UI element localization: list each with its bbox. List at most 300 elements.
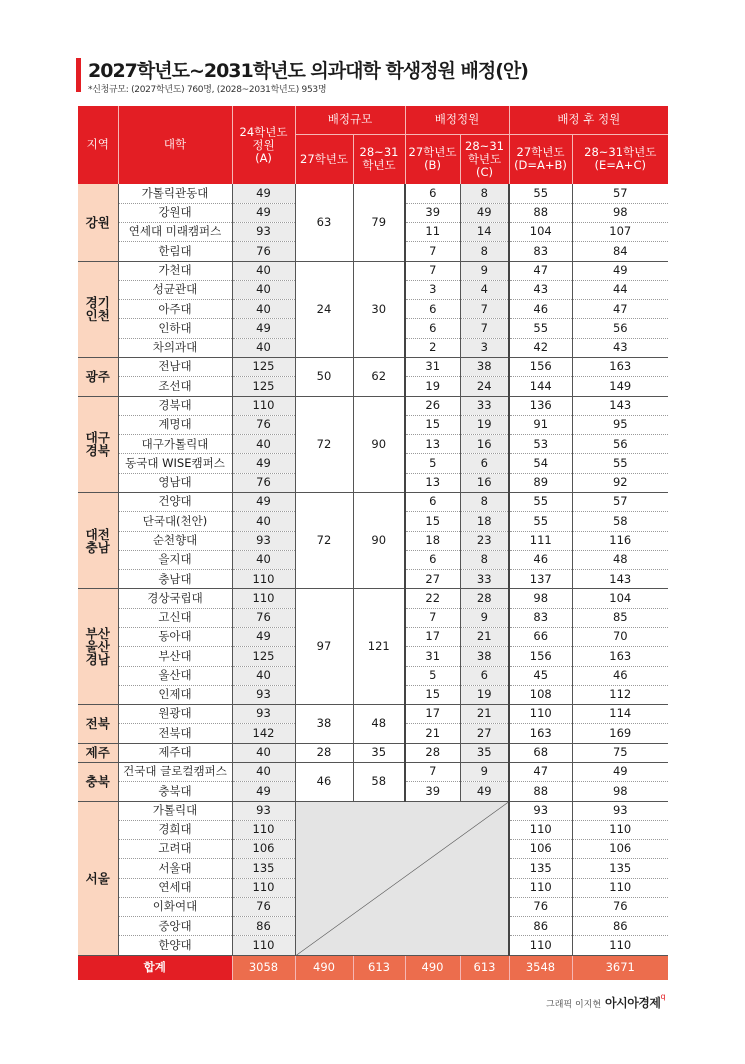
after-2831-cell: 92	[572, 473, 668, 492]
quota-2831-cell: 49	[460, 203, 509, 222]
header-quota-2831-line1: 28~31	[465, 138, 504, 153]
university-name: 동국대 WISE캠퍼스	[118, 454, 232, 473]
table-header	[78, 106, 668, 184]
university-name: 서울대	[118, 859, 232, 878]
university-name: 제주대	[118, 743, 232, 762]
quota-27-cell: 6	[405, 493, 460, 512]
header-quota-27	[405, 134, 460, 184]
quota-2831-cell: 33	[460, 570, 509, 589]
base-quota-cell: 40	[232, 435, 295, 454]
title-accent-bar	[76, 58, 81, 92]
region-name-line: 대전	[85, 526, 110, 542]
base-quota-cell: 110	[232, 396, 295, 415]
total-quota-27: 490	[405, 956, 460, 981]
region-name-line: 서울	[85, 870, 110, 886]
region-name-line: 경남	[85, 652, 110, 668]
quota-2831-cell: 21	[460, 627, 509, 646]
university-name: 동아대	[118, 627, 232, 646]
university-name: 원광대	[118, 705, 232, 724]
after-27-cell: 88	[509, 782, 572, 801]
after-2831-cell: 163	[572, 358, 668, 377]
after-27-cell: 108	[509, 685, 572, 704]
quota-2831-cell: 24	[460, 377, 509, 396]
after-2831-cell: 95	[572, 415, 668, 434]
quota-27-cell: 5	[405, 666, 460, 685]
region-name-line: 광주	[85, 369, 110, 385]
quota-27-cell: 22	[405, 589, 460, 608]
quota-2831-cell: 21	[460, 705, 509, 724]
after-27-cell: 86	[509, 917, 572, 936]
quota-27-cell: 7	[405, 608, 460, 627]
university-name: 이화여대	[118, 897, 232, 916]
university-name: 인제대	[118, 685, 232, 704]
header-alloc-group: 배정규모	[295, 106, 405, 134]
quota-2831-cell: 7	[460, 300, 509, 319]
after-27-cell: 54	[509, 454, 572, 473]
quota-27-cell: 3	[405, 280, 460, 299]
after-2831-cell: 75	[572, 743, 668, 762]
after-2831-cell: 86	[572, 917, 668, 936]
base-quota-cell: 93	[232, 801, 295, 820]
base-quota-cell: 40	[232, 666, 295, 685]
base-quota-cell: 125	[232, 647, 295, 666]
university-name: 건양대	[118, 493, 232, 512]
base-quota-cell: 125	[232, 377, 295, 396]
base-quota-cell: 125	[232, 358, 295, 377]
total-quota-2831: 613	[460, 956, 509, 981]
after-2831-cell: 114	[572, 705, 668, 724]
after-2831-cell: 163	[572, 647, 668, 666]
base-quota-cell: 49	[232, 319, 295, 338]
after-2831-cell: 57	[572, 493, 668, 512]
quota-2831-cell: 16	[460, 473, 509, 492]
after-2831-cell: 135	[572, 859, 668, 878]
quota-27-cell: 17	[405, 705, 460, 724]
university-name: 연세대 미래캠퍼스	[118, 223, 232, 242]
header-after-2831	[572, 134, 668, 184]
region-name-line: 울산	[85, 639, 110, 655]
alloc-27-cell: 72	[295, 493, 353, 589]
brand-mark: q	[660, 992, 666, 1001]
after-27-cell: 137	[509, 570, 572, 589]
base-quota-cell: 76	[232, 897, 295, 916]
region-name-line: 충남	[85, 539, 110, 555]
base-quota-cell: 40	[232, 300, 295, 319]
quota-2831-cell: 8	[460, 550, 509, 569]
base-quota-cell: 49	[232, 627, 295, 646]
header-region: 지역	[78, 106, 118, 184]
university-name: 고신대	[118, 608, 232, 627]
after-2831-cell: 106	[572, 840, 668, 859]
region-cell	[78, 261, 118, 357]
after-27-cell: 46	[509, 550, 572, 569]
after-27-cell: 93	[509, 801, 572, 820]
quota-27-cell: 31	[405, 647, 460, 666]
after-2831-cell: 58	[572, 512, 668, 531]
region-cell	[78, 493, 118, 589]
table-row	[78, 184, 668, 203]
quota-2831-cell: 33	[460, 396, 509, 415]
header-after-2831-line1: 28~31학년도	[584, 145, 657, 160]
university-name: 단국대(천안)	[118, 512, 232, 531]
base-quota-cell: 142	[232, 724, 295, 743]
alloc-27-cell: 46	[295, 762, 353, 801]
university-name: 가톨릭관동대	[118, 184, 232, 203]
university-name: 차의과대	[118, 338, 232, 357]
header-alloc-2831-line1: 28~31	[359, 145, 399, 160]
quota-2831-cell: 19	[460, 685, 509, 704]
after-2831-cell: 85	[572, 608, 668, 627]
university-name: 충남대	[118, 570, 232, 589]
after-2831-cell: 84	[572, 242, 668, 261]
quota-2831-cell: 9	[460, 762, 509, 781]
header-after-27-line1: 27학년도	[516, 145, 565, 160]
after-27-cell: 163	[509, 724, 572, 743]
alloc-27-cell: 38	[295, 705, 353, 744]
quota-27-cell: 26	[405, 396, 460, 415]
quota-27-cell: 15	[405, 415, 460, 434]
after-2831-cell: 70	[572, 627, 668, 646]
quota-27-cell: 2	[405, 338, 460, 357]
header-university: 대학	[118, 106, 232, 184]
quota-27-cell: 19	[405, 377, 460, 396]
total-after-2831: 3671	[572, 956, 668, 981]
quota-table	[78, 106, 668, 980]
after-2831-cell: 55	[572, 454, 668, 473]
region-cell	[78, 762, 118, 801]
base-quota-cell: 106	[232, 840, 295, 859]
after-2831-cell: 93	[572, 801, 668, 820]
after-2831-cell: 143	[572, 570, 668, 589]
quota-27-cell: 21	[405, 724, 460, 743]
after-2831-cell: 44	[572, 280, 668, 299]
university-name: 순천향대	[118, 531, 232, 550]
alloc-2831-cell: 121	[353, 589, 405, 705]
header-quota-27-line1: 27학년도	[408, 145, 457, 160]
university-name: 전남대	[118, 358, 232, 377]
after-2831-cell: 98	[572, 782, 668, 801]
after-27-cell: 46	[509, 300, 572, 319]
after-2831-cell: 110	[572, 936, 668, 956]
university-name: 건국대 글로컬캠퍼스	[118, 762, 232, 781]
base-quota-cell: 93	[232, 705, 295, 724]
after-27-cell: 43	[509, 280, 572, 299]
after-2831-cell: 104	[572, 589, 668, 608]
university-name: 조선대	[118, 377, 232, 396]
quota-27-cell: 7	[405, 762, 460, 781]
alloc-27-cell: 63	[295, 184, 353, 261]
table-footer	[78, 956, 668, 981]
region-name-line: 충북	[85, 774, 110, 790]
after-27-cell: 136	[509, 396, 572, 415]
alloc-2831-cell: 35	[353, 743, 405, 762]
base-quota-cell: 76	[232, 473, 295, 492]
region-cell	[78, 589, 118, 705]
credit-line	[546, 992, 666, 1011]
after-27-cell: 83	[509, 608, 572, 627]
after-27-cell: 156	[509, 358, 572, 377]
quota-27-cell: 28	[405, 743, 460, 762]
after-27-cell: 47	[509, 261, 572, 280]
alloc-2831-cell: 48	[353, 705, 405, 744]
after-2831-cell: 56	[572, 319, 668, 338]
base-quota-cell: 110	[232, 589, 295, 608]
table-row	[78, 493, 668, 512]
total-base: 3058	[232, 956, 295, 981]
university-name: 부산대	[118, 647, 232, 666]
header-alloc-2831-line2: 학년도	[362, 158, 396, 173]
base-quota-cell: 49	[232, 454, 295, 473]
university-name: 아주대	[118, 300, 232, 319]
alloc-27-cell: 97	[295, 589, 353, 705]
after-2831-cell: 112	[572, 685, 668, 704]
region-cell	[78, 705, 118, 744]
base-quota-cell: 40	[232, 550, 295, 569]
quota-2831-cell: 4	[460, 280, 509, 299]
quota-2831-cell: 23	[460, 531, 509, 550]
quota-27-cell: 6	[405, 184, 460, 203]
after-2831-cell: 107	[572, 223, 668, 242]
header-after-group: 배정 후 정원	[509, 106, 668, 134]
header-after-2831-line2: (E=A+C)	[594, 158, 646, 173]
after-27-cell: 144	[509, 377, 572, 396]
after-27-cell: 110	[509, 878, 572, 897]
base-quota-cell: 49	[232, 493, 295, 512]
after-27-cell: 88	[509, 203, 572, 222]
base-quota-cell: 93	[232, 223, 295, 242]
quota-27-cell: 11	[405, 223, 460, 242]
region-name-line: 경기	[85, 295, 110, 311]
alloc-2831-cell: 30	[353, 261, 405, 357]
graphic-credit: 그래픽 이지현	[546, 1000, 602, 1010]
quota-2831-cell: 8	[460, 242, 509, 261]
header-base-quota	[232, 106, 295, 184]
alloc-27-cell: 28	[295, 743, 353, 762]
header-base-line2: 정원	[252, 137, 275, 152]
quota-27-cell: 7	[405, 261, 460, 280]
total-alloc-27: 490	[295, 956, 353, 981]
base-quota-cell: 49	[232, 184, 295, 203]
region-name-line: 부산	[85, 626, 110, 642]
after-27-cell: 55	[509, 512, 572, 531]
university-name: 경상국립대	[118, 589, 232, 608]
after-2831-cell: 110	[572, 878, 668, 897]
quota-2831-cell: 9	[460, 608, 509, 627]
quota-27-cell: 7	[405, 242, 460, 261]
alloc-2831-cell: 58	[353, 762, 405, 801]
after-2831-cell: 143	[572, 396, 668, 415]
alloc-2831-cell: 90	[353, 493, 405, 589]
university-name: 연세대	[118, 878, 232, 897]
region-cell	[78, 358, 118, 397]
region-cell	[78, 743, 118, 762]
region-cell	[78, 801, 118, 956]
quota-27-cell: 18	[405, 531, 460, 550]
header-quota-2831-line2: 학년도	[467, 151, 502, 166]
university-name: 충북대	[118, 782, 232, 801]
base-quota-cell: 110	[232, 936, 295, 956]
base-quota-cell: 86	[232, 917, 295, 936]
table-row	[78, 762, 668, 781]
after-2831-cell: 149	[572, 377, 668, 396]
region-name-line: 전북	[85, 716, 110, 732]
quota-27-cell: 6	[405, 319, 460, 338]
total-label: 합계	[78, 956, 232, 981]
quota-27-cell: 6	[405, 300, 460, 319]
base-quota-cell: 40	[232, 762, 295, 781]
after-2831-cell: 56	[572, 435, 668, 454]
after-2831-cell: 43	[572, 338, 668, 357]
total-after-27: 3548	[509, 956, 572, 981]
university-name: 고려대	[118, 840, 232, 859]
base-quota-cell: 76	[232, 242, 295, 261]
university-name: 경북대	[118, 396, 232, 415]
base-quota-cell: 40	[232, 338, 295, 357]
region-name-line: 강원	[85, 214, 110, 230]
diagonal-strike	[296, 802, 509, 956]
after-2831-cell: 76	[572, 897, 668, 916]
university-name: 울산대	[118, 666, 232, 685]
base-quota-cell: 110	[232, 820, 295, 839]
quota-2831-cell: 3	[460, 338, 509, 357]
region-name-line: 대구	[85, 430, 110, 446]
not-applicable-cell	[295, 801, 509, 956]
university-name: 계명대	[118, 415, 232, 434]
after-2831-cell: 57	[572, 184, 668, 203]
quota-27-cell: 13	[405, 473, 460, 492]
base-quota-cell: 76	[232, 608, 295, 627]
table-row	[78, 705, 668, 724]
after-27-cell: 55	[509, 319, 572, 338]
table-row	[78, 261, 668, 280]
alloc-2831-cell: 79	[353, 184, 405, 261]
header-quota-2831	[460, 134, 509, 184]
quota-2831-cell: 8	[460, 493, 509, 512]
quota-27-cell: 15	[405, 685, 460, 704]
university-name: 한양대	[118, 936, 232, 956]
table-row	[78, 358, 668, 377]
alloc-2831-cell: 62	[353, 358, 405, 397]
quota-2831-cell: 35	[460, 743, 509, 762]
quota-2831-cell: 14	[460, 223, 509, 242]
alloc-27-cell: 50	[295, 358, 353, 397]
after-27-cell: 110	[509, 705, 572, 724]
region-name-line: 경북	[85, 443, 110, 459]
after-2831-cell: 46	[572, 666, 668, 685]
after-27-cell: 110	[509, 936, 572, 956]
table-row	[78, 589, 668, 608]
after-27-cell: 91	[509, 415, 572, 434]
quota-2831-cell: 16	[460, 435, 509, 454]
after-27-cell: 55	[509, 184, 572, 203]
after-2831-cell: 48	[572, 550, 668, 569]
after-2831-cell: 49	[572, 762, 668, 781]
quota-2831-cell: 7	[460, 319, 509, 338]
after-2831-cell: 98	[572, 203, 668, 222]
quota-2831-cell: 9	[460, 261, 509, 280]
university-name: 중앙대	[118, 917, 232, 936]
after-2831-cell: 49	[572, 261, 668, 280]
after-27-cell: 98	[509, 589, 572, 608]
quota-2831-cell: 49	[460, 782, 509, 801]
university-name: 전북대	[118, 724, 232, 743]
quota-2831-cell: 38	[460, 358, 509, 377]
header-base-line1: 24학년도	[239, 124, 288, 139]
header-base-line3: (A)	[255, 150, 272, 165]
university-name: 성균관대	[118, 280, 232, 299]
quota-2831-cell: 6	[460, 666, 509, 685]
alloc-2831-cell: 90	[353, 396, 405, 492]
after-27-cell: 68	[509, 743, 572, 762]
after-27-cell: 53	[509, 435, 572, 454]
after-27-cell: 135	[509, 859, 572, 878]
total-alloc-2831: 613	[353, 956, 405, 981]
university-name: 인하대	[118, 319, 232, 338]
quota-2831-cell: 6	[460, 454, 509, 473]
university-name: 경희대	[118, 820, 232, 839]
quota-27-cell: 5	[405, 454, 460, 473]
quota-27-cell: 31	[405, 358, 460, 377]
header-after-27	[509, 134, 572, 184]
table-row	[78, 743, 668, 762]
quota-27-cell: 39	[405, 203, 460, 222]
base-quota-cell: 110	[232, 570, 295, 589]
header-alloc-2831	[353, 134, 405, 184]
table-body	[78, 184, 668, 956]
base-quota-cell: 40	[232, 261, 295, 280]
university-name: 강원대	[118, 203, 232, 222]
quota-27-cell: 15	[405, 512, 460, 531]
after-27-cell: 104	[509, 223, 572, 242]
after-27-cell: 42	[509, 338, 572, 357]
quota-2831-cell: 27	[460, 724, 509, 743]
after-27-cell: 83	[509, 242, 572, 261]
after-27-cell: 76	[509, 897, 572, 916]
base-quota-cell: 49	[232, 203, 295, 222]
after-27-cell: 89	[509, 473, 572, 492]
after-27-cell: 110	[509, 820, 572, 839]
quota-2831-cell: 38	[460, 647, 509, 666]
region-cell	[78, 184, 118, 261]
after-2831-cell: 110	[572, 820, 668, 839]
base-quota-cell: 76	[232, 415, 295, 434]
quota-2831-cell: 18	[460, 512, 509, 531]
alloc-27-cell: 24	[295, 261, 353, 357]
total-row	[78, 956, 668, 981]
brand-logo: 아시아경제	[605, 996, 661, 1010]
base-quota-cell: 93	[232, 685, 295, 704]
base-quota-cell: 40	[232, 280, 295, 299]
header-alloc-27: 27학년도	[295, 134, 353, 184]
university-name: 한림대	[118, 242, 232, 261]
table-row	[78, 396, 668, 415]
university-name: 가톨릭대	[118, 801, 232, 820]
university-name: 영남대	[118, 473, 232, 492]
base-quota-cell: 135	[232, 859, 295, 878]
region-cell	[78, 396, 118, 492]
page-subtitle: *신청규모: (2027학년도) 760명, (2028~2031학년도) 953명	[88, 85, 327, 95]
page-title: 2027학년도~2031학년도 의과대학 학생정원 배정(안)	[88, 60, 528, 82]
base-quota-cell: 40	[232, 512, 295, 531]
base-quota-cell: 110	[232, 878, 295, 897]
after-27-cell: 47	[509, 762, 572, 781]
university-name: 가천대	[118, 261, 232, 280]
quota-27-cell: 39	[405, 782, 460, 801]
after-27-cell: 45	[509, 666, 572, 685]
quota-27-cell: 27	[405, 570, 460, 589]
header-after-27-line2: (D=A+B)	[514, 158, 567, 173]
table-row	[78, 801, 668, 820]
